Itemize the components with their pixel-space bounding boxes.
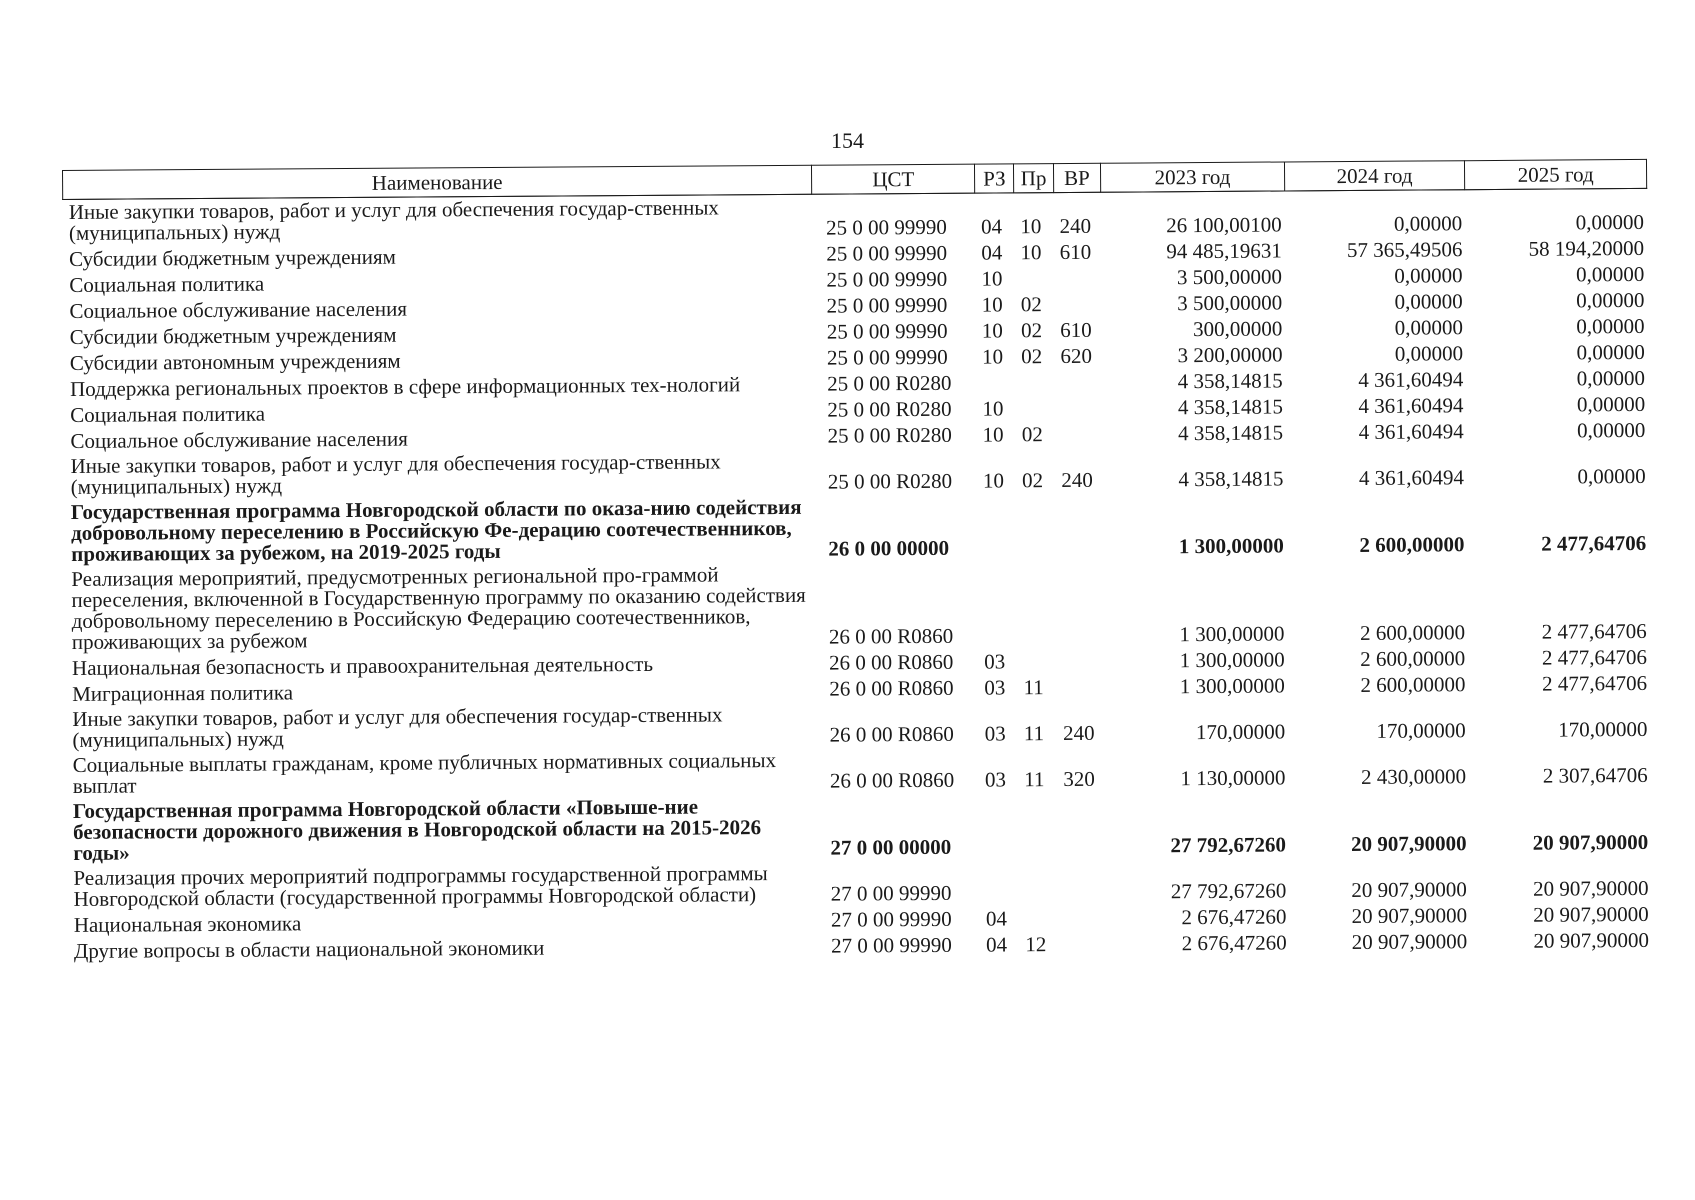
cell-2024: 2 430,00000 (1360, 764, 1467, 789)
cell-vr: 240 (1061, 467, 1093, 493)
header-name: Наименование (63, 165, 812, 199)
cell-name: Субсидии бюджетным учреждениям (69, 322, 397, 349)
cell-pr (1019, 905, 1058, 931)
cell-2025: 2 477,64706 (1542, 670, 1648, 696)
cell-pr (1019, 859, 1059, 905)
header-vr: ВР (1053, 163, 1101, 192)
cell-2023: 4 358,14815 (1178, 420, 1284, 446)
cell-2024: 170,00000 (1376, 718, 1466, 743)
cell-rz: 10 (981, 344, 1004, 369)
cell-cst: 25 0 00 R0280 (827, 370, 952, 396)
cell-rz (979, 792, 1019, 859)
header-2024: 2024 год (1284, 161, 1465, 191)
header-rz: РЗ (975, 164, 1014, 193)
cell-name: Миграционная политика (72, 680, 294, 706)
cell-pr: 02 (1020, 292, 1042, 317)
cell-pr: 02 (1020, 318, 1043, 343)
table-row (65, 556, 1650, 655)
cell-vr (1058, 931, 1106, 957)
cell-cst: 27 0 00 99990 (831, 932, 952, 958)
cell-rz: 04 (986, 932, 1008, 957)
cell-rz: 10 (982, 422, 1004, 447)
cell-rz: 10 (981, 292, 1003, 317)
cell-vr (1054, 291, 1102, 317)
cell-vr (1056, 648, 1104, 674)
cell-pr: 12 (1025, 932, 1047, 957)
cell-cst: 25 0 00 99990 (826, 344, 948, 370)
cell-2023: 1 300,00000 (1179, 673, 1285, 699)
cell-name: Социальные выплаты гражданам, кроме публичных нормативных социальных выплат (72, 748, 777, 798)
cell-pr (1016, 395, 1055, 421)
cell-2025: 170,00000 (1558, 716, 1648, 742)
cell-rz: 03 (984, 721, 1006, 746)
cell-2024: 0,00000 (1394, 315, 1464, 340)
cell-rz: 10 (982, 396, 1004, 421)
cell-name: Иные закупки товаров, работ и услуг для обеспечения государ-ственных (муниципальных) нужд (68, 195, 719, 245)
cell-rz: 04 (985, 906, 1008, 931)
cell-name: Субсидии бюджетным учреждениям (69, 244, 396, 271)
cell-name: Поддержка региональных проектов в сфере информационных тех-нологий (69, 372, 741, 401)
cell-cst: 25 0 00 99990 (826, 292, 948, 318)
cell-name: Другие вопросы в области национальной экономики (73, 935, 545, 963)
cell-2025: 2 477,64706 (1541, 618, 1647, 644)
cell-2023: 2 676,47260 (1181, 930, 1287, 956)
cell-cst: 25 0 00 99990 (826, 266, 948, 292)
cell-vr (1055, 421, 1103, 447)
cell-2025: 58 194,20000 (1528, 235, 1645, 261)
cell-2024: 0,00000 (1393, 211, 1463, 236)
cell-name: Реализация мероприятий, предусмотренных региональной про-граммой переселения, включенной в Государственную программу по оказанию содействия добровольному переселению в Российскую Федерацию соотечественников, проживающих за рубежом (71, 562, 806, 654)
cell-2023: 4 358,14815 (1177, 368, 1283, 394)
cell-2024: 20 907,90000 (1351, 929, 1468, 955)
cell-vr (1057, 674, 1105, 700)
cell-pr: 10 (1020, 240, 1042, 265)
cell-2024: 20 907,90000 (1351, 877, 1467, 903)
cell-rz (976, 369, 1015, 395)
cell-pr: 11 (1023, 721, 1045, 746)
cell-2025: 0,00000 (1575, 209, 1644, 235)
cell-2023: 1 300,00000 (1179, 647, 1285, 673)
cell-2023: 1 300,00000 (1179, 621, 1285, 647)
cell-cst: 26 0 00 R0860 (829, 649, 954, 675)
cell-2025: 0,00000 (1575, 261, 1645, 287)
cell-cst: 27 0 00 99990 (830, 880, 952, 906)
header-pr: Пр (1014, 164, 1053, 193)
cell-name: Субсидии автономным учреждениям (69, 348, 401, 375)
cell-name: Социальное обслуживание населения (69, 296, 408, 323)
cell-2024: 4 361,60494 (1358, 393, 1464, 418)
cell-name: Социальное обслуживание населения (70, 426, 408, 453)
cell-vr: 610 (1059, 239, 1092, 265)
cell-pr (1015, 369, 1054, 395)
cell-rz: 03 (984, 767, 1007, 792)
cell-2023: 3 500,00000 (1177, 290, 1283, 316)
cell-rz: 03 (984, 649, 1006, 674)
cell-2024: 20 907,90000 (1351, 903, 1468, 929)
cell-pr: 10 (1020, 214, 1042, 239)
cell-name: Национальная безопасность и правоохранительная деятельность (71, 651, 654, 680)
cell-pr (1018, 792, 1058, 859)
cell-vr: 240 (1062, 720, 1095, 746)
cell-2023: 3 500,00000 (1176, 264, 1283, 290)
cell-2023: 27 792,67260 (1170, 878, 1287, 904)
cell-pr: 02 (1021, 422, 1043, 447)
cell-2024: 0,00000 (1394, 263, 1463, 288)
cell-2025: 0,00000 (1576, 391, 1646, 417)
cell-cst: 25 0 00 99990 (826, 214, 947, 240)
cell-2023: 1 300,00000 (1178, 533, 1284, 559)
cell-2024: 2 600,00000 (1360, 646, 1466, 671)
cell-cst: 25 0 00 99990 (826, 318, 948, 344)
cell-2024: 4 361,60494 (1358, 419, 1464, 444)
cell-2023: 26 100,00100 (1166, 212, 1282, 238)
cell-cst: 26 0 00 R0860 (828, 623, 954, 649)
cell-pr (1017, 648, 1056, 674)
cell-2024: 2 600,00000 (1359, 532, 1465, 557)
header-2023: 2023 год (1101, 162, 1285, 192)
cell-vr (1058, 905, 1106, 931)
cell-pr: 11 (1024, 767, 1045, 792)
cell-name: Государственная программа Новгородской области «Повыше-ние безопасности дорожного движения в Новгородской области на 2015-2026 годы» (72, 794, 762, 865)
cell-2023: 27 792,67260 (1170, 832, 1287, 858)
cell-cst: 25 0 00 R0280 (827, 396, 952, 422)
cell-2025: 20 907,90000 (1532, 829, 1649, 855)
cell-rz (980, 859, 1020, 905)
cell-2025: 20 907,90000 (1533, 927, 1649, 953)
table-row (67, 788, 1651, 866)
cell-2023: 94 485,19631 (1166, 238, 1282, 264)
cell-2025: 20 907,90000 (1532, 875, 1649, 901)
cell-vr (1057, 792, 1105, 859)
cell-2024: 4 361,60494 (1358, 465, 1465, 490)
cell-2025: 0,00000 (1577, 463, 1646, 489)
cell-pr: 02 (1021, 344, 1043, 369)
cell-2024: 2 600,00000 (1360, 672, 1466, 697)
cell-2024: 4 361,60494 (1358, 367, 1464, 392)
cell-2025: 0,00000 (1577, 417, 1646, 443)
cell-vr: 240 (1059, 213, 1092, 239)
cell-cst: 25 0 00 99990 (826, 240, 948, 266)
budget-table (62, 159, 1653, 964)
cell-pr (1015, 265, 1054, 291)
cell-rz: 10 (981, 266, 1003, 291)
cell-cst: 26 0 00 R0860 (829, 767, 955, 793)
cell-pr: 02 (1022, 468, 1044, 493)
cell-name: Социальная политика (70, 401, 266, 427)
cell-rz: 04 (981, 214, 1003, 239)
cell-2023: 300,00000 (1193, 316, 1283, 342)
cell-rz (977, 493, 1017, 560)
cell-name: Социальная политика (69, 271, 265, 297)
cell-cst: 27 0 00 00000 (830, 834, 952, 860)
page-number: 154 (831, 128, 864, 153)
cell-vr: 320 (1063, 766, 1095, 792)
cell-name: Иные закупки товаров, работ и услуг для обеспечения государ-ственных (муниципальных) нужд (72, 702, 723, 752)
cell-name: Реализация прочих мероприятий подпрограммы государственной программы Новгородской области (государственной программы Новгородской области) (73, 861, 768, 911)
table-body (63, 188, 1652, 964)
cell-2023: 4 358,14815 (1178, 466, 1284, 492)
cell-vr: 610 (1060, 317, 1092, 343)
cell-2025: 2 477,64706 (1541, 530, 1647, 556)
cell-2025: 0,00000 (1576, 339, 1645, 365)
cell-rz: 10 (981, 318, 1003, 343)
cell-2024: 20 907,90000 (1350, 831, 1467, 857)
cell-vr (1055, 369, 1103, 395)
cell-cst: 26 0 00 00000 (828, 535, 950, 561)
cell-2024: 2 600,00000 (1359, 620, 1466, 645)
cell-cst: 27 0 00 99990 (830, 906, 952, 932)
cell-pr: 11 (1023, 675, 1044, 700)
cell-2023: 2 676,47260 (1181, 904, 1287, 930)
cell-2023: 1 130,00000 (1180, 765, 1286, 791)
header-2025: 2025 год (1465, 159, 1647, 189)
cell-2024: 0,00000 (1394, 289, 1463, 314)
cell-2025: 0,00000 (1576, 365, 1646, 391)
cell-vr (1054, 265, 1102, 291)
cell-pr (1016, 493, 1056, 560)
cell-cst: 26 0 00 R0860 (829, 675, 954, 701)
cell-name: Национальная экономика (73, 911, 302, 937)
cell-rz (977, 560, 1017, 648)
cell-name: Государственная программа Новгородской области по оказа-нию содействия добровольному переселению в Российскую Фе-дерацию соотечественников, проживающих за рубежом, на 2019-2025 годы (70, 494, 802, 566)
cell-vr (1055, 493, 1103, 560)
header-cst: ЦСТ (812, 164, 975, 194)
cell-2025: 0,00000 (1576, 287, 1645, 313)
cell-rz: 03 (984, 675, 1006, 700)
cell-rz: 10 (982, 468, 1004, 493)
cell-vr (1056, 560, 1104, 648)
cell-vr (1055, 395, 1103, 421)
cell-vr (1058, 859, 1106, 905)
cell-2025: 0,00000 (1576, 313, 1645, 339)
cell-2024: 57 365,49506 (1346, 237, 1463, 263)
cell-2023: 4 358,14815 (1177, 394, 1283, 420)
cell-cst: 26 0 00 R0860 (829, 721, 954, 747)
cell-name: Иные закупки товаров, работ и услуг для обеспечения государ-ственных (муниципальных) нужд (70, 449, 721, 499)
cell-pr (1017, 560, 1057, 648)
cell-rz: 04 (981, 240, 1003, 265)
cell-2023: 3 200,00000 (1177, 342, 1283, 368)
cell-2025: 2 307,64706 (1542, 762, 1648, 788)
cell-cst: 25 0 00 R0280 (827, 468, 953, 494)
table-row (65, 489, 1649, 567)
cell-2025: 20 907,90000 (1533, 901, 1649, 927)
cell-cst: 25 0 00 R0280 (827, 422, 952, 448)
cell-2023: 170,00000 (1195, 719, 1286, 745)
cell-2024: 0,00000 (1394, 341, 1464, 366)
cell-vr: 620 (1060, 343, 1093, 369)
cell-2025: 2 477,64706 (1541, 644, 1648, 670)
